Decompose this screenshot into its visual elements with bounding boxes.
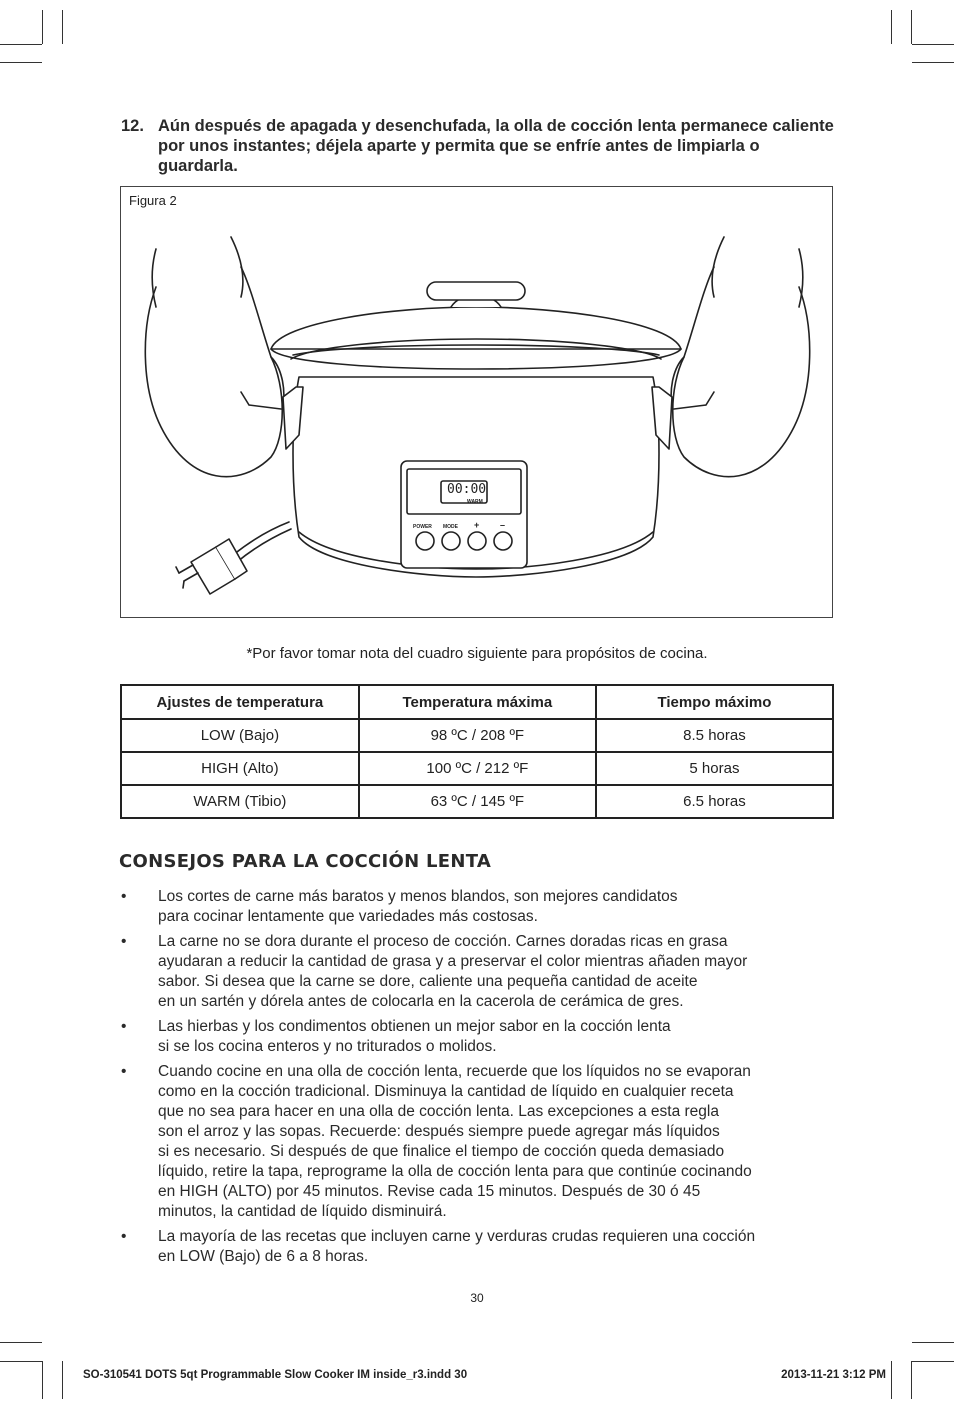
- temperature-table: [120, 684, 834, 819]
- figure-label: Figura 2: [129, 193, 177, 208]
- table-note: *Por favor tomar nota del cuadro siguiente para propósitos de cocina.: [246, 645, 708, 662]
- footer-file-info: SO-310541 DOTS 5qt Programmable Slow Cooker IM inside_r3.indd 30: [83, 1369, 468, 1381]
- table-cell: 6.5 horas: [596, 785, 833, 818]
- tip-text: La carne no se dora durante el proceso de cocción. Carnes doradas ricas en grasa ayudaran a reducir la cantidad de grasa y a preservar el color mientras añaden mayor sabor. Si desea que la carne se dore, caliente una pequeña cantidad de aceite en un sartén y dórela antes de colocarla en la cacerola de cerámica de gres.: [158, 933, 748, 1010]
- list-item: [121, 932, 841, 1012]
- list-item: [121, 1017, 841, 1057]
- tips-list: [121, 887, 841, 1272]
- section-heading: CONSEJOS PARA LA COCCIÓN LENTA: [119, 851, 492, 872]
- figure-2: [120, 186, 833, 618]
- table-row: [121, 719, 833, 752]
- list-item: [121, 887, 841, 927]
- table-cell: WARM (Tibio): [121, 785, 359, 818]
- minus-button-label: –: [500, 520, 506, 530]
- tip-text: Cuando cocine en una olla de cocción lenta, recuerde que los líquidos no se evaporan como en la cocción tradicional. Disminuya la cantidad de líquido en cualquier receta que no sea para hacer en una olla de cocción lenta. Las excepciones a esta regla son el arroz y las sopas. Recuerde: después siempre puede agregar más líquidos si es necesario. Si después de que finalice el tiempo de cocción queda demasiado líquido, retire la tapa, reprograme la olla de cocción lenta para que continúe cocinando en HIGH (ALTO) por 45 minutos. Revise cada 15 minutos. Después de 30 ó 45 minutos, la cantidad de líquido disminuirá.: [158, 1063, 752, 1220]
- table-cell: 100 ºC / 212 ºF: [359, 752, 596, 785]
- bullet: •: [121, 1018, 127, 1035]
- plus-button-label: +: [474, 520, 480, 530]
- footer-timestamp: 2013-11-21 3:12 PM: [781, 1369, 886, 1381]
- page-number: 30: [470, 1291, 484, 1305]
- table-cell: LOW (Bajo): [121, 719, 359, 752]
- slow-cooker-illustration: [121, 187, 834, 619]
- table-cell: HIGH (Alto): [121, 752, 359, 785]
- display-status: WARM: [467, 499, 483, 505]
- bullet: •: [121, 933, 127, 950]
- header-temperature-settings: Ajustes de temperatura: [121, 685, 359, 719]
- mode-button-label: MODE: [443, 524, 458, 530]
- table-row: [121, 752, 833, 785]
- header-max-time: Tiempo máximo: [596, 685, 833, 719]
- tip-text: La mayoría de las recetas que incluyen carne y verduras crudas requieren una cocción en LOW (Bajo) de 6 a 8 horas.: [158, 1228, 756, 1265]
- header-max-temperature: Temperatura máxima: [359, 685, 596, 719]
- step-number: 12.: [121, 117, 144, 135]
- table-row: [121, 785, 833, 818]
- bullet: •: [121, 1228, 127, 1245]
- table-cell: 63 ºC / 145 ºF: [359, 785, 596, 818]
- step-text: Aún después de apagada y desenchufada, la olla de cocción lenta permanece caliente por unos instantes; déjela aparte y permita que se enfríe antes de limpiarla o guardarla.: [158, 117, 834, 175]
- list-item: [121, 1062, 841, 1222]
- power-button-label: POWER: [413, 524, 432, 530]
- table-cell: 8.5 horas: [596, 719, 833, 752]
- display-time: 00:00: [447, 482, 487, 497]
- tip-text: Las hierbas y los condimentos obtienen un mejor sabor en la cocción lenta si se los cocina enteros y no triturados o molidos.: [158, 1018, 671, 1055]
- table-header-row: [121, 685, 833, 719]
- bullet: •: [121, 1063, 127, 1080]
- bullet: •: [121, 888, 127, 905]
- table-cell: 5 horas: [596, 752, 833, 785]
- tip-text: Los cortes de carne más baratos y menos blandos, son mejores candidatos para cocinar lentamente que variedades más costosas.: [158, 888, 678, 925]
- table-cell: 98 ºC / 208 ºF: [359, 719, 596, 752]
- list-item: [121, 1227, 841, 1267]
